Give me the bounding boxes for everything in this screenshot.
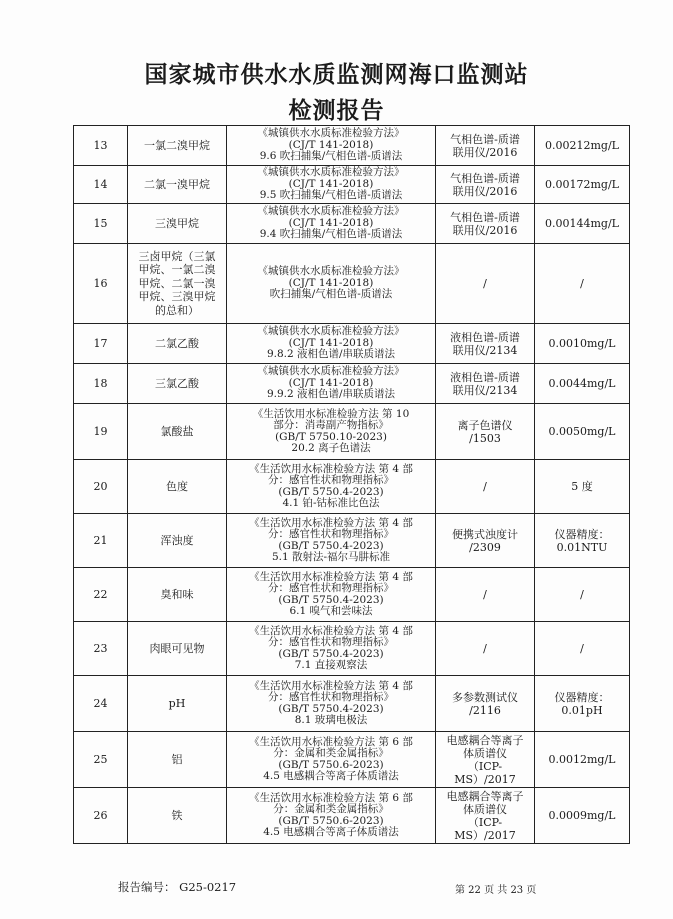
method-cell-line: (GB/T 5750.4-2023) — [278, 593, 384, 606]
method-cell — [227, 788, 436, 844]
detection-limit-cell — [535, 404, 630, 460]
method-cell-line: 分：金属和类金属指标》 — [273, 747, 389, 759]
method-cell-line: 9.6 吹扫捕集/气相色谱-质谱法 — [259, 150, 403, 163]
test-item-cell-line: 的总和） — [155, 303, 199, 317]
instrument-cell-line: /1503 — [469, 431, 501, 445]
row-number-cell — [74, 676, 128, 732]
detection-limit-cell — [535, 622, 630, 676]
instrument-cell — [436, 788, 535, 844]
method-cell-line: 《生活饮用水标准检验方法 第 10 — [252, 407, 410, 420]
method-cell-line: 分：感官性状和物理指标》 — [268, 582, 394, 594]
instrument-cell — [436, 622, 535, 676]
detection-limit-cell-line: 0.0012mg/L — [548, 753, 616, 766]
method-cell-line: 4.5 电感耦合等离子体质谱法 — [263, 826, 399, 838]
method-cell — [227, 166, 436, 204]
method-cell-line: 9.5 吹扫捕集/气相色谱-质谱法 — [259, 189, 403, 202]
method-cell-line: 6.1 嗅气和尝味法 — [289, 605, 373, 617]
method-cell-line: 分：感官性状和物理指标》 — [268, 636, 394, 648]
instrument-cell-line: （ICP-MS）/2017 — [454, 815, 516, 842]
detection-limit-cell-line: 0.0044mg/L — [548, 377, 616, 390]
instrument-cell-line: / — [483, 642, 487, 655]
test-items-table — [73, 125, 630, 844]
row-number-cell — [74, 166, 128, 204]
method-cell-line: 《生活饮用水标准检验方法 第 6 部 — [249, 791, 413, 804]
row-number-cell-line: 22 — [93, 588, 108, 601]
instrument-cell — [436, 460, 535, 514]
row-number-cell — [74, 788, 128, 844]
method-cell-line: 部分：消毒副产物指标》 — [273, 419, 389, 431]
test-item-cell-line: 甲烷、二氯一溴 — [138, 276, 216, 290]
test-item-cell — [128, 404, 227, 460]
method-cell-line: 《城镇供水水质标准检验方法》 — [257, 325, 405, 338]
test-item-cell-line: pH — [168, 697, 186, 710]
method-cell-line: 分：感官性状和物理指标》 — [268, 528, 394, 540]
test-item-cell-line: 甲烷、一氯二溴 — [138, 263, 216, 277]
test-item-cell-line: 浑浊度 — [160, 534, 194, 547]
row-number-cell-line: 23 — [93, 642, 108, 655]
table-row — [74, 364, 630, 404]
detection-limit-cell — [535, 324, 630, 364]
row-number-cell — [74, 622, 128, 676]
method-cell-line: (CJ/T 141-2018) — [288, 177, 374, 190]
detection-limit-cell — [535, 364, 630, 404]
test-item-cell-line: 三氯乙酸 — [155, 377, 199, 390]
table-row — [74, 204, 630, 244]
row-number-cell-line: 26 — [93, 809, 108, 822]
table-row — [74, 126, 630, 166]
detection-limit-cell — [535, 732, 630, 788]
instrument-cell-line: 离子色谱仪 — [457, 418, 513, 432]
method-cell-line: 20.2 离子色谱法 — [291, 442, 371, 454]
instrument-cell-line: /2116 — [469, 703, 501, 717]
instrument-cell-line: 体质谱仪 — [463, 746, 507, 760]
method-cell-line: 《生活饮用水标准检验方法 第 4 部 — [249, 624, 413, 637]
row-number-cell — [74, 404, 128, 460]
method-cell — [227, 460, 436, 514]
method-cell-line: 7.1 直接观察法 — [294, 659, 368, 671]
test-item-cell — [128, 204, 227, 244]
detection-limit-cell-line: / — [580, 588, 584, 601]
test-item-cell-line: 三溴甲烷 — [155, 217, 199, 230]
table-row — [74, 514, 630, 568]
test-item-cell — [128, 364, 227, 404]
method-cell — [227, 324, 436, 364]
method-cell-line: 5.1 散射法-福尔马肼标准 — [271, 551, 391, 563]
instrument-cell-line: /2309 — [469, 540, 501, 554]
instrument-cell-line: 电感耦合等离子 — [446, 733, 524, 747]
test-item-cell — [128, 676, 227, 732]
method-cell-line: (GB/T 5750.6-2023) — [278, 814, 384, 827]
test-item-cell — [128, 460, 227, 514]
method-cell-line: 8.1 玻璃电极法 — [294, 714, 368, 726]
row-number-cell-line: 13 — [93, 139, 108, 152]
table-row — [74, 324, 630, 364]
method-cell-line: 《生活饮用水标准检验方法 第 4 部 — [249, 679, 413, 692]
instrument-cell-line: 多参数测试仪 — [452, 690, 518, 704]
test-item-cell — [128, 166, 227, 204]
table-row — [74, 166, 630, 204]
detection-limit-cell-line: 0.0009mg/L — [548, 809, 616, 822]
instrument-cell-line: 联用仪/2134 — [452, 383, 518, 397]
instrument-cell — [436, 166, 535, 204]
method-cell — [227, 514, 436, 568]
method-cell-line: 《生活饮用水标准检验方法 第 4 部 — [249, 462, 413, 475]
test-item-cell — [128, 324, 227, 364]
table-row — [74, 676, 630, 732]
test-item-cell — [128, 788, 227, 844]
row-number-cell — [74, 568, 128, 622]
instrument-cell — [436, 204, 535, 244]
report-title: 检测报告 — [288, 98, 385, 124]
detection-limit-cell — [535, 244, 630, 324]
detection-limit-cell — [535, 204, 630, 244]
method-cell-line: 《生活饮用水标准检验方法 第 4 部 — [249, 570, 413, 583]
method-cell — [227, 732, 436, 788]
test-item-cell-line: 二氯乙酸 — [155, 337, 199, 350]
detection-limit-cell-line: / — [580, 642, 584, 655]
instrument-cell — [436, 514, 535, 568]
method-cell-line: 《城镇供水水质标准检验方法》 — [257, 365, 405, 378]
detection-limit-cell-line: 仪器精度： — [554, 690, 610, 704]
method-cell — [227, 622, 436, 676]
instrument-cell — [436, 676, 535, 732]
test-item-cell — [128, 568, 227, 622]
test-item-cell-line: 一氯二溴甲烷 — [144, 139, 210, 152]
row-number-cell-line: 14 — [93, 178, 108, 191]
method-cell-line: 分：金属和类金属指标》 — [273, 803, 389, 815]
instrument-cell — [436, 568, 535, 622]
row-number-cell-line: 18 — [93, 377, 108, 390]
method-cell-line: (CJ/T 141-2018) — [288, 216, 374, 229]
row-number-cell — [74, 364, 128, 404]
detection-limit-cell-line: 仪器精度： — [554, 527, 610, 541]
row-number-cell-line: 19 — [93, 425, 108, 438]
method-cell-line: 《生活饮用水标准检验方法 第 4 部 — [249, 516, 413, 529]
method-cell-line: 分：感官性状和物理指标》 — [268, 691, 394, 703]
test-item-cell-line: 肉眼可见物 — [149, 642, 205, 655]
row-number-cell-line: 15 — [93, 217, 108, 230]
instrument-cell-line: 便携式浊度计 — [452, 527, 518, 541]
instrument-cell-line: 气相色谱-质谱 — [450, 210, 520, 224]
test-item-cell — [128, 126, 227, 166]
instrument-cell-line: / — [483, 480, 487, 493]
detection-limit-cell — [535, 126, 630, 166]
detection-limit-cell — [535, 568, 630, 622]
instrument-cell-line: 联用仪/2016 — [452, 223, 518, 237]
detection-limit-cell-line: 5 度 — [571, 480, 593, 493]
test-item-cell-line: 甲烷、三溴甲烷 — [138, 290, 216, 304]
detection-limit-cell-line: 0.01pH — [561, 703, 603, 717]
detection-limit-cell-line: 0.00144mg/L — [545, 217, 619, 230]
method-cell-line: 吹扫捕集/气相色谱-质谱法 — [269, 288, 393, 301]
table-row — [74, 788, 630, 844]
method-cell-line: (GB/T 5750.10-2023) — [275, 430, 387, 443]
method-cell-line: (CJ/T 141-2018) — [288, 276, 374, 289]
instrument-cell-line: 气相色谱-质谱 — [450, 171, 520, 185]
row-number-cell-line: 24 — [93, 697, 108, 710]
method-cell — [227, 676, 436, 732]
table-row — [74, 244, 630, 324]
instrument-cell-line: / — [483, 277, 487, 290]
detection-limit-cell — [535, 676, 630, 732]
detection-limit-cell-line: 0.00172mg/L — [545, 178, 619, 191]
station-title: 国家城市供水水质监测网海口监测站 — [144, 62, 529, 88]
report-number: 报告编号： G25-0217 — [118, 880, 237, 894]
instrument-cell-line: / — [483, 588, 487, 601]
method-cell-line: (GB/T 5750.4-2023) — [278, 539, 384, 552]
method-cell-line: (CJ/T 141-2018) — [288, 336, 374, 349]
test-item-cell-line: 色度 — [166, 480, 188, 493]
method-cell-line: (GB/T 5750.6-2023) — [278, 758, 384, 771]
instrument-cell-line: 联用仪/2016 — [452, 145, 518, 159]
instrument-cell-line: 联用仪/2016 — [452, 184, 518, 198]
detection-limit-cell-line: / — [580, 277, 584, 290]
table-row — [74, 622, 630, 676]
detection-limit-cell — [535, 788, 630, 844]
row-number-cell-line: 16 — [93, 277, 108, 290]
method-cell-line: (CJ/T 141-2018) — [288, 138, 374, 151]
method-cell-line: 4.1 铂-钴标准比色法 — [282, 497, 380, 509]
method-cell-line: 4.5 电感耦合等离子体质谱法 — [263, 770, 399, 782]
detection-limit-cell-line: 0.0050mg/L — [548, 425, 616, 438]
row-number-cell-line: 17 — [93, 337, 108, 350]
method-cell-line: 9.4 吹扫捕集/气相色谱-质谱法 — [259, 228, 403, 241]
detection-limit-cell — [535, 166, 630, 204]
test-item-cell-line: 三卤甲烷（三氯 — [138, 249, 216, 263]
test-item-cell — [128, 622, 227, 676]
method-cell-line: 《城镇供水水质标准检验方法》 — [257, 166, 405, 179]
method-cell-line: (GB/T 5750.4-2023) — [278, 702, 384, 715]
method-cell — [227, 204, 436, 244]
table-row — [74, 460, 630, 514]
instrument-cell — [436, 244, 535, 324]
method-cell-line: (GB/T 5750.4-2023) — [278, 485, 384, 498]
row-number-cell — [74, 244, 128, 324]
instrument-cell-line: 气相色谱-质谱 — [450, 132, 520, 146]
table-row — [74, 568, 630, 622]
method-cell-line: (GB/T 5750.4-2023) — [278, 647, 384, 660]
row-number-cell — [74, 514, 128, 568]
instrument-cell-line: 体质谱仪 — [463, 802, 507, 816]
detection-limit-cell — [535, 514, 630, 568]
table-row — [74, 732, 630, 788]
method-cell-line: 分：感官性状和物理指标》 — [268, 474, 394, 486]
detection-limit-cell — [535, 460, 630, 514]
row-number-cell — [74, 204, 128, 244]
instrument-cell-line: （ICP-MS）/2017 — [454, 759, 516, 786]
test-item-cell-line: 二氯一溴甲烷 — [144, 178, 210, 191]
instrument-cell-line: 电感耦合等离子 — [446, 789, 524, 803]
method-cell-line: 9.8.2 液相色谱/串联质谱法 — [266, 348, 396, 361]
instrument-cell — [436, 324, 535, 364]
instrument-cell — [436, 732, 535, 788]
method-cell-line: 《城镇供水水质标准检验方法》 — [257, 127, 405, 140]
test-item-cell — [128, 514, 227, 568]
row-number-cell — [74, 324, 128, 364]
page-number: 第 22 页 共 23 页 — [455, 885, 537, 896]
method-cell — [227, 126, 436, 166]
instrument-cell-line: 联用仪/2134 — [452, 343, 518, 357]
method-cell-line: 9.9.2 液相色谱/串联质谱法 — [266, 388, 396, 401]
instrument-cell — [436, 126, 535, 166]
method-cell-line: 《生活饮用水标准检验方法 第 6 部 — [249, 735, 413, 748]
detection-limit-cell-line: 0.0010mg/L — [548, 337, 616, 350]
test-item-cell — [128, 732, 227, 788]
table-row — [74, 404, 630, 460]
method-cell — [227, 568, 436, 622]
instrument-cell — [436, 364, 535, 404]
method-cell-line: 《城镇供水水质标准检验方法》 — [257, 205, 405, 218]
instrument-cell-line: 液相色谱-质谱 — [450, 330, 520, 344]
method-cell-line: (CJ/T 141-2018) — [288, 376, 374, 389]
method-cell-line: 《城镇供水水质标准检验方法》 — [257, 265, 405, 278]
test-item-cell-line: 铁 — [171, 809, 183, 822]
instrument-cell-line: 液相色谱-质谱 — [450, 370, 520, 384]
test-item-cell-line: 铝 — [171, 753, 183, 766]
detection-limit-cell-line: 0.01NTU — [556, 540, 608, 554]
test-item-cell-line: 臭和味 — [160, 588, 194, 601]
row-number-cell — [74, 460, 128, 514]
row-number-cell-line: 25 — [93, 753, 108, 766]
test-item-cell — [128, 244, 227, 324]
instrument-cell — [436, 404, 535, 460]
test-item-cell-line: 氯酸盐 — [160, 425, 194, 438]
detection-limit-cell-line: 0.00212mg/L — [545, 139, 619, 152]
method-cell — [227, 404, 436, 460]
method-cell — [227, 364, 436, 404]
row-number-cell-line: 21 — [93, 534, 108, 547]
row-number-cell — [74, 732, 128, 788]
row-number-cell — [74, 126, 128, 166]
method-cell — [227, 244, 436, 324]
row-number-cell-line: 20 — [93, 480, 108, 493]
